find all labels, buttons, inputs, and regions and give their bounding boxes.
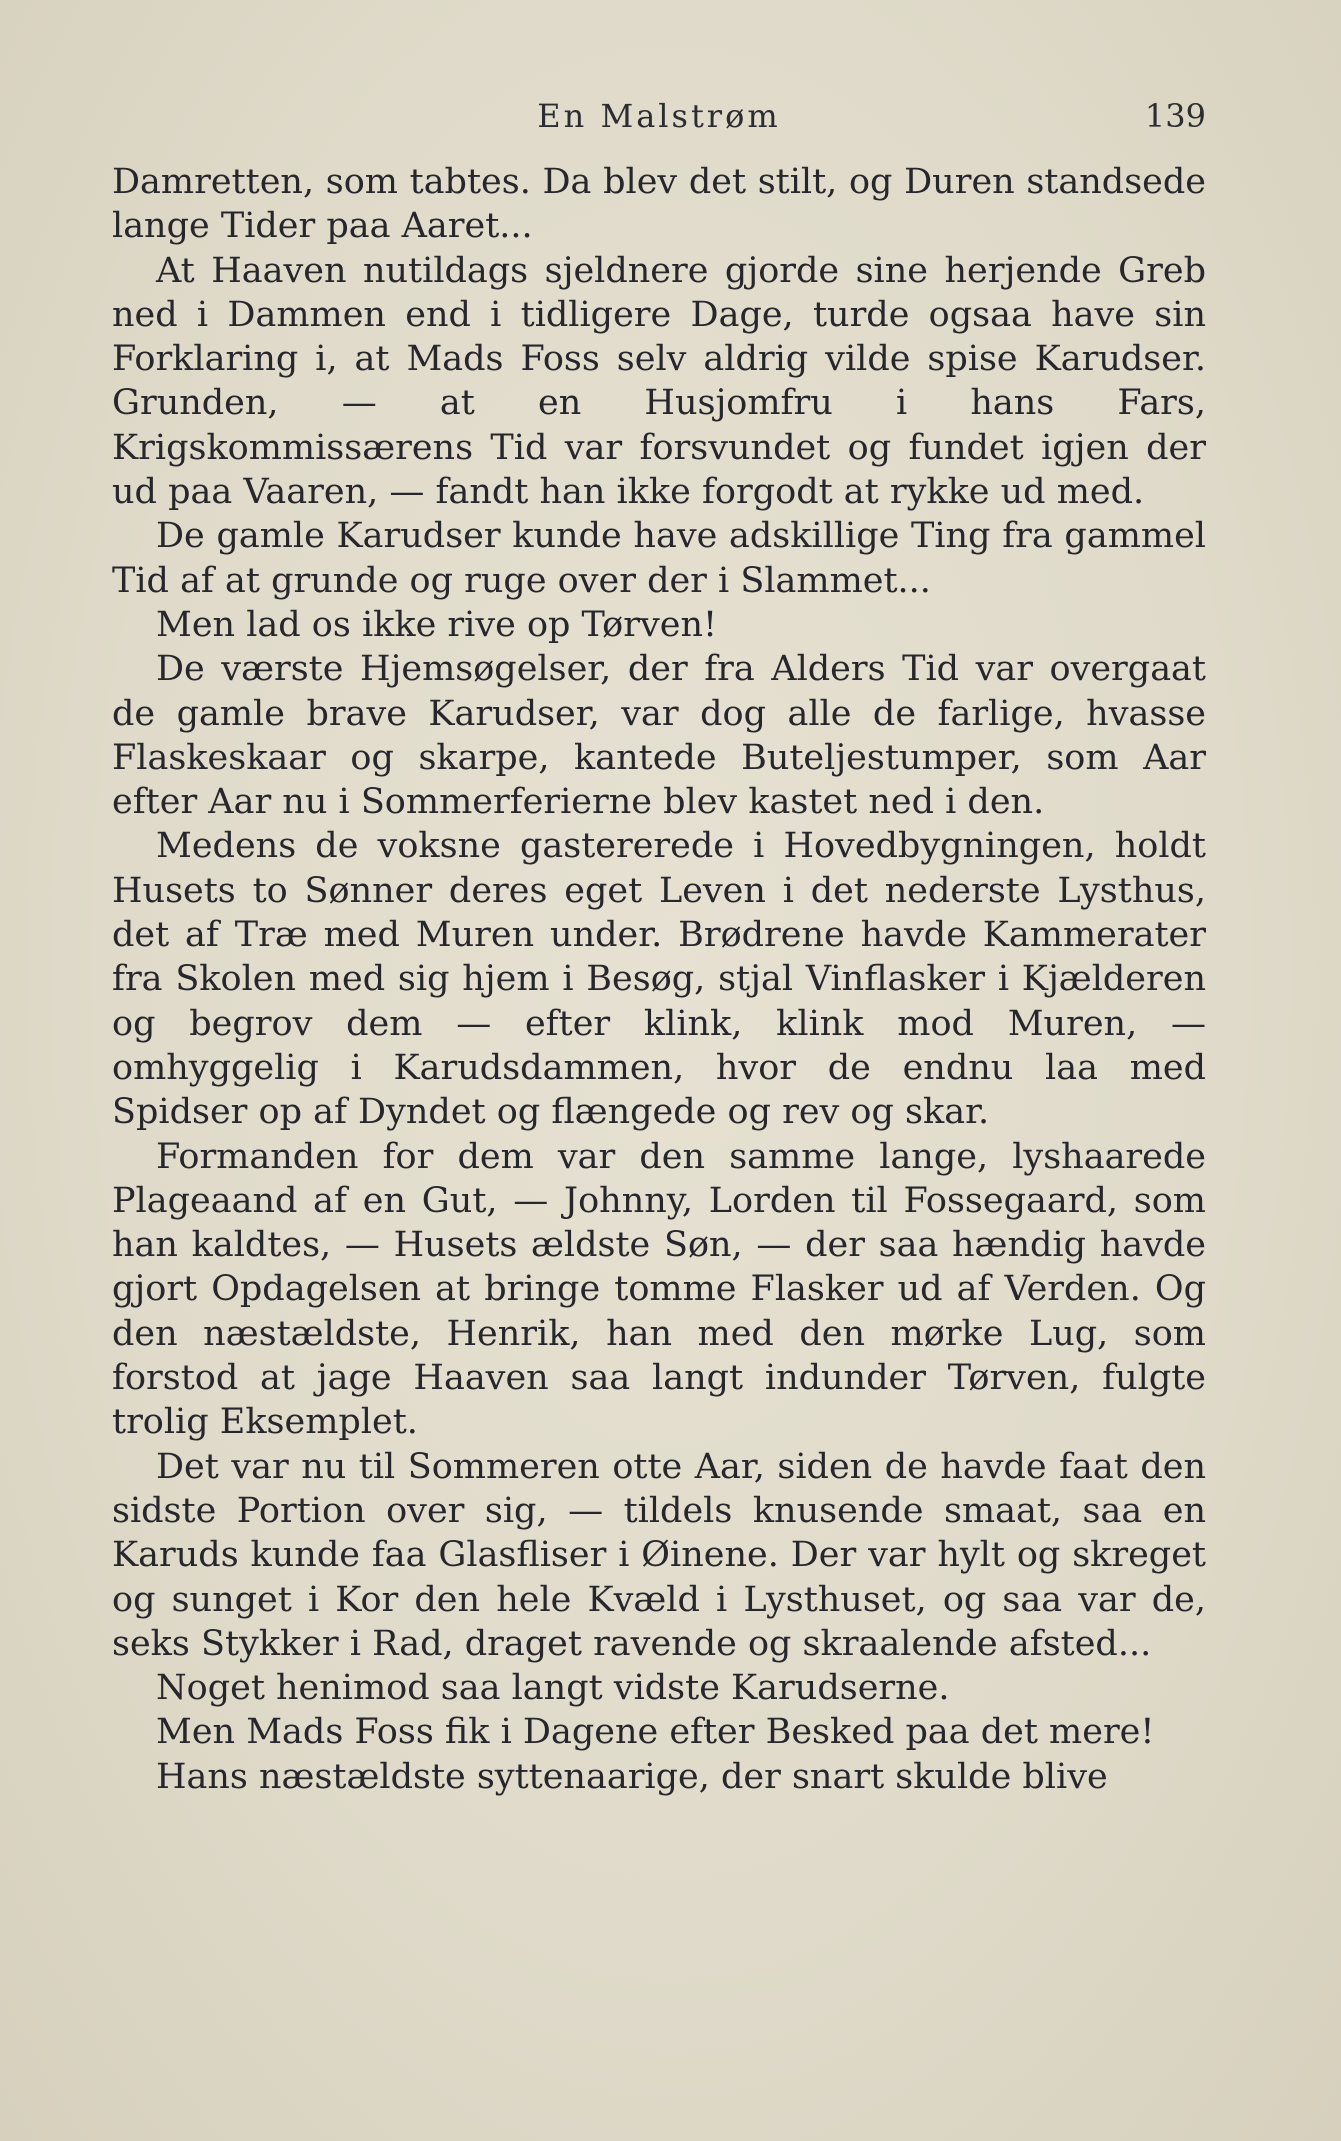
body-text [112, 160, 1206, 1799]
paragraph: Det var nu til Sommeren otte Aar, siden de havde faat den sidste Portion over sig, — tildels knusende smaat, saa en Karuds kunde faa Glasfliser i Øinene. Der var hylt og skreget og sunget i Kor den hele Kvæld i Lysthuset, og saa var de, seks Stykker i Rad, draget ravende og skraalende afsted... [112, 1446, 1206, 1664]
paragraph: De værste Hjemsøgelser, der fra Alders Tid var overgaat de gamle brave Karudser, var dog alle de farlige, hvasse Flaskeskaar og skarpe, kantede Buteljestumper, som Aar efter Aar nu i Sommerferierne blev kastet ned i den. [112, 649, 1206, 823]
paragraph: At Haaven nutildags sjeldnere gjorde sine herjende Greb ned i Dammen end i tidligere Dage, turde ogsaa have sin Forklaring i, at Mads Foss selv aldrig vilde spise Karudser. Grunden, — at en Husjomfru i hans Fars, Krigskommissærens Tid var forsvundet og fundet igjen der ud paa Vaaren, — fandt han ikke forgodt at rykke ud med. [112, 250, 1206, 513]
page-header [112, 92, 1206, 140]
paragraph: De gamle Karudser kunde have adskillige Ting fra gammel Tid af at grunde og ruge over der i Slammet... [112, 516, 1206, 601]
paragraph: Hans næstældste syttenaarige, der snart skulde blive [156, 1756, 1108, 1797]
paragraph: Formanden for dem var den samme lange, lyshaarede Plageaand af en Gut, — Johnny, Lorden til Fossegaard, som han kaldtes, — Husets ældste Søn, — der saa hændig havde gjort Opdagelsen at bringe tomme Flasker ud af Verden. Og den næstældste, Henrik, han med den mørke Lug, som forstod at jage Haaven saa langt indunder Tørven, fulgte trolig Eksemplet. [112, 1136, 1206, 1443]
page-number: 139 [1144, 97, 1206, 135]
paragraph: Men lad os ikke rive op Tørven! [156, 604, 718, 645]
paragraph: Damretten, som tabtes. Da blev det stilt, og Duren standsede lange Tider paa Aaret... [112, 162, 1206, 247]
paragraph: Noget henimod saa langt vidste Karudserne. [156, 1668, 950, 1709]
running-title: En Malstrøm [537, 97, 781, 135]
paragraph: Men Mads Foss fik i Dagene efter Besked paa det mere! [156, 1712, 1155, 1753]
paragraph: Medens de voksne gastererede i Hovedbygningen, holdt Husets to Sønner deres eget Leven i det nederste Lysthus, det af Træ med Muren under. Brødrene havde Kammerater fra Skolen med sig hjem i Besøg, stjal Vinflasker i Kjælderen og begrov dem — efter klink, klink mod Muren, — omhyggelig i Karudsdammen, hvor de endnu laa med Spidser op af Dyndet og flængede og rev og skar. [112, 826, 1206, 1133]
